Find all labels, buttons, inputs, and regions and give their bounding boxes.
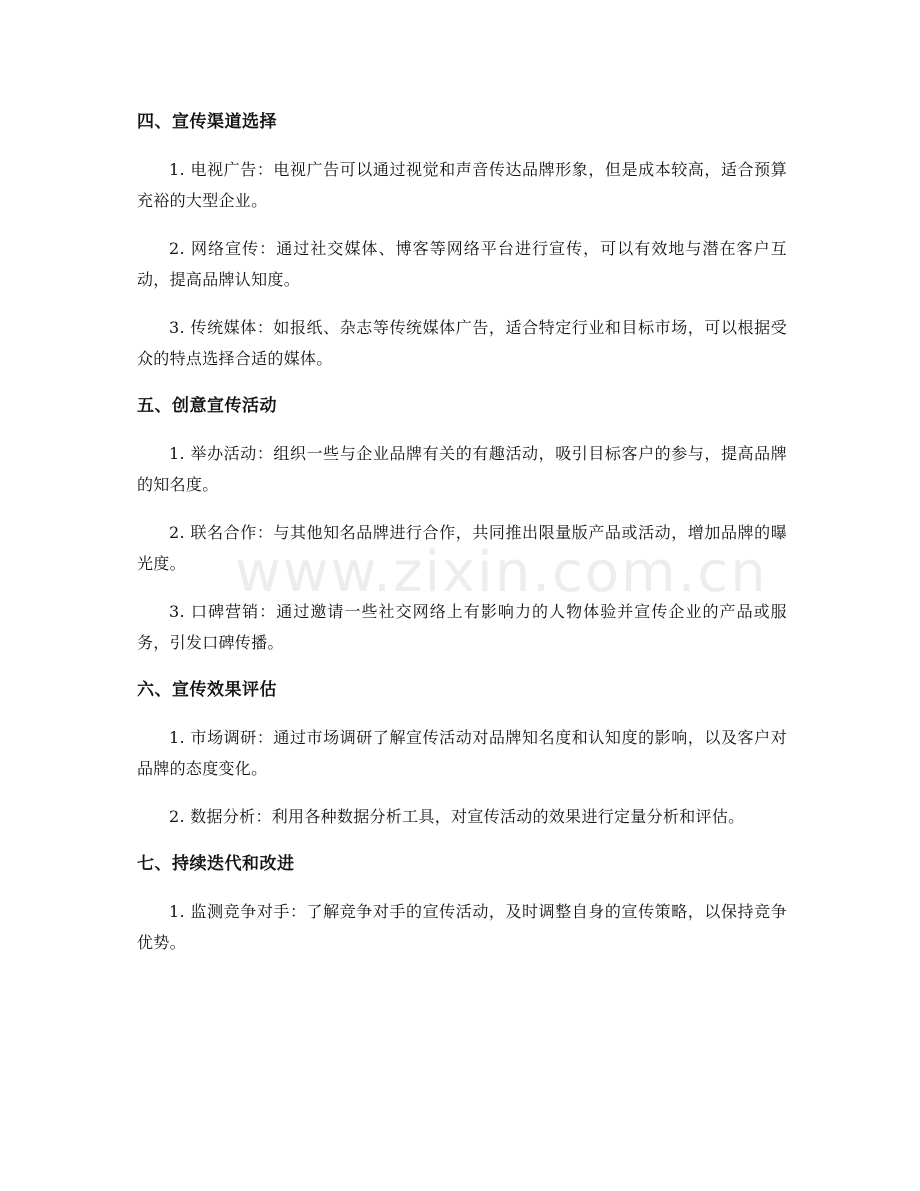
paragraph: 1. 举办活动：组织一些与企业品牌有关的有趣活动，吸引目标客户的参与，提高品牌的知名度。	[137, 444, 787, 494]
watermark: www.zixin.com.cn	[235, 540, 768, 605]
document-body	[137, 107, 787, 975]
section-channel-selection	[137, 107, 787, 374]
paragraph: 2. 网络宣传：通过社交媒体、博客等网络平台进行宣传，可以有效地与潜在客户互动，提高品牌认知度。	[137, 239, 787, 289]
paragraph: 3. 口碑营销：通过邀请一些社交网络上有影响力的人物体验并宣传企业的产品或服务，引发口碑传播。	[137, 602, 787, 652]
section-effect-evaluation	[137, 675, 787, 832]
section-heading: 四、宣传渠道选择	[137, 112, 277, 132]
section-heading: 七、持续迭代和改进	[137, 854, 295, 874]
paragraph: 1. 电视广告：电视广告可以通过视觉和声音传达品牌形象，但是成本较高，适合预算充裕的大型企业。	[137, 160, 787, 210]
paragraph: 2. 数据分析：利用各种数据分析工具，对宣传活动的效果进行定量分析和评估。	[169, 807, 745, 826]
paragraph: 3. 传统媒体：如报纸、杂志等传统媒体广告，适合特定行业和目标市场，可以根据受众的特点选择合适的媒体。	[137, 318, 787, 368]
paragraph: 1. 市场调研：通过市场调研了解宣传活动对品牌知名度和认知度的影响，以及客户对品牌的态度变化。	[137, 728, 787, 778]
paragraph: 1. 监测竞争对手：了解竞争对手的宣传活动，及时调整自身的宣传策略，以保持竞争优势。	[137, 902, 787, 952]
paragraph: 2. 联名合作：与其他知名品牌进行合作，共同推出限量版产品或活动，增加品牌的曝光度。	[137, 523, 787, 573]
section-heading: 六、宣传效果评估	[137, 680, 277, 700]
section-creative-campaigns	[137, 391, 787, 658]
section-heading: 五、创意宣传活动	[137, 396, 277, 416]
section-continuous-iteration	[137, 849, 787, 958]
